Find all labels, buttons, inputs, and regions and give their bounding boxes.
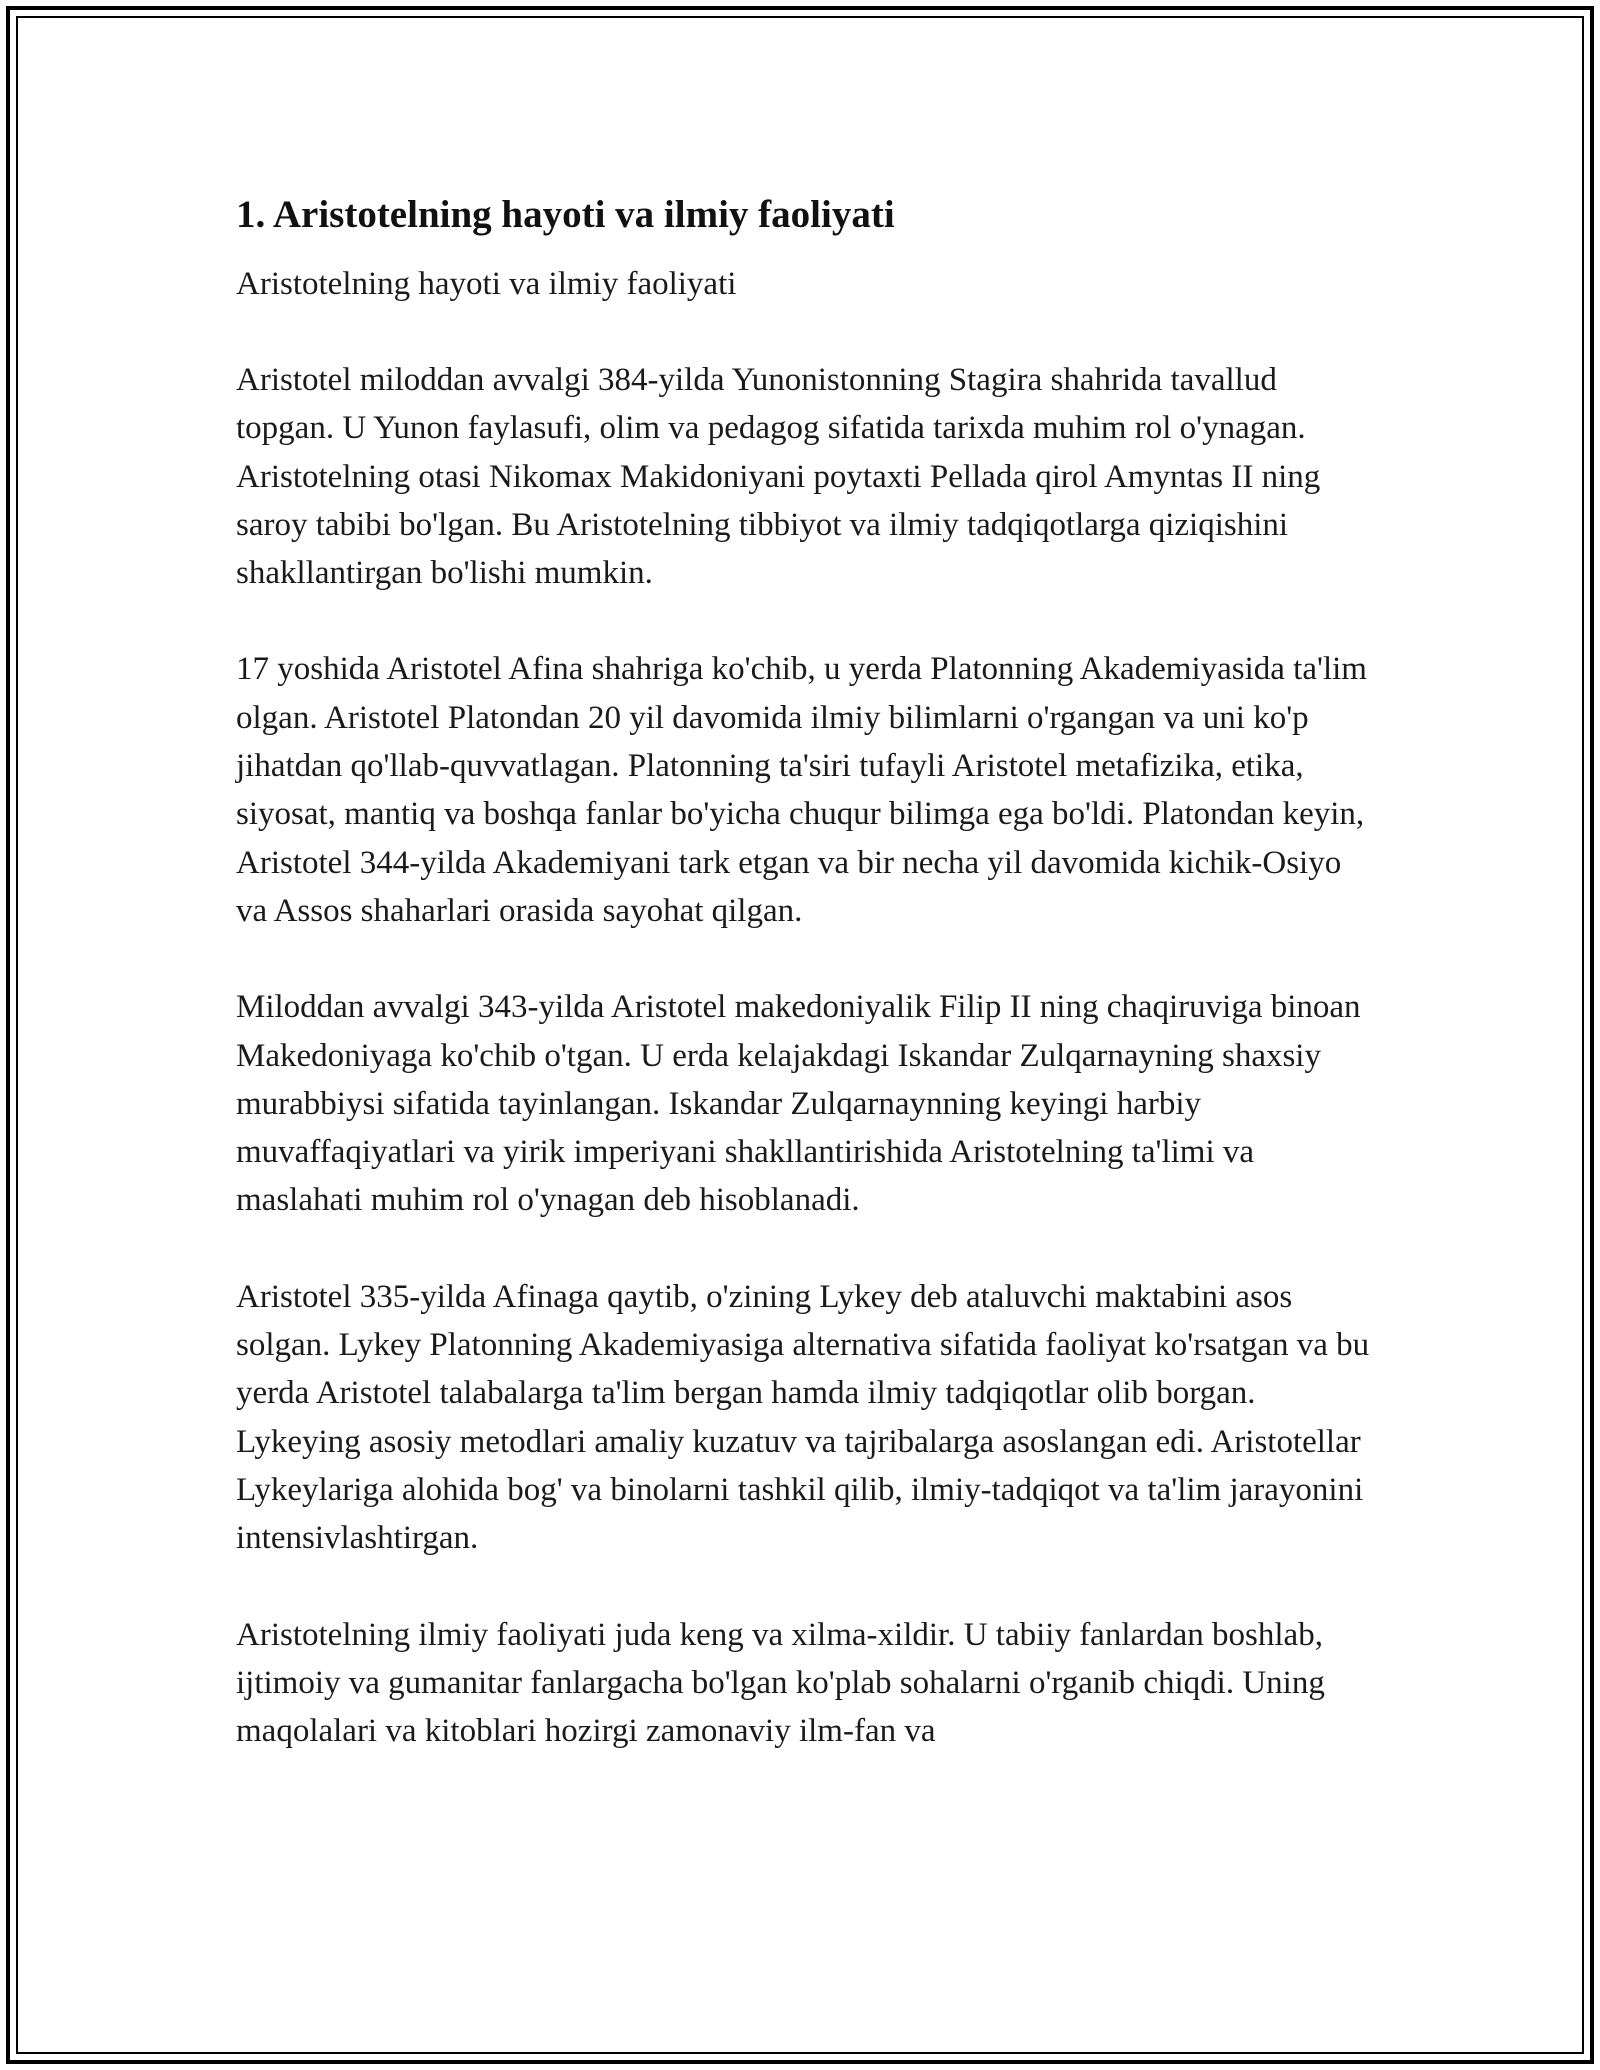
paragraph-scientific-activity: Aristotelning ilmiy faoliyati juda keng va xilma-xildir. U tabiiy fanlardan boshlab, ijtimoiy va gumanitar fanlargacha bo'lgan ko'plab sohalarni o'rganib chiqdi. Uning maqolalari va kitoblari hozirgi zamonaviy ilm-fan va — [236, 1616, 1325, 1750]
paragraph-academy: 17 yoshida Aristotel Afina shahriga ko'chib, u yerda Platonning Akademiyasida ta'lim olgan. Aristotel Platondan 20 yil davomida ilmiy bilimlarni o'rgangan va uni ko'p jihatdan qo'llab-quvvatlagan. Platonning ta'siri tufayli Aristotel metafizika, etika, siyosat, mantiq va boshqa fanlar bo'yicha chuqur bilimga ega bo'ldi. Platondan keyin, Aristotel 344-yilda Akademiyani tark etgan va bir necha yil davomida kichik-Osiyo va Assos shaharlari orasida sayohat qilgan. — [236, 651, 1367, 929]
paragraph-lyceum: Aristotel 335-yilda Afinaga qaytib, o'zining Lykey deb ataluvchi maktabini asos solgan. Lykey Platonning Akademiyasiga alternativa sifatida faoliyat ko'rsatgan va bu yerda Aristotel talabalarga ta'lim bergan hamda ilmiy tadqiqotlar olib borgan. Lykeying asosiy metodlari amaliy kuzatuv va tajribalarga asoslangan edi. Aristotellar Lykeylariga alohida bog' va binolarni tashkil qilib, ilmiy-tadqiqot va ta'lim jarayonini intensivlashtirgan. — [236, 1278, 1370, 1557]
paragraph-macedonia: Miloddan avvalgi 343-yilda Aristotel makedoniyalik Filip II ning chaqiruviga binoan Makedoniyaga ko'chib o'tgan. U erda kelajakdagi Iskandar Zulqarnayning shaxsiy murabbiysi sifatida tayinlangan. Iskandar Zulqarnaynning keyingi harbiy muvaffaqiyatlari va yirik imperiyani shakllantirishida Aristotelning ta'limi va maslahati muhim rol o'ynagan deb hisoblanadi. — [236, 989, 1361, 1219]
document-body — [236, 186, 1376, 1755]
section-heading: 1. Aristotelning hayoti va ilmiy faoliyati — [236, 193, 895, 236]
section-subtitle: Aristotelning hayoti va ilmiy faoliyati — [236, 266, 737, 302]
paragraph-birth: Aristotel miloddan avvalgi 384-yilda Yunonistonning Stagira shahrida tavallud topgan. U Yunon faylasufi, olim va pedagog sifatida tarixda muhim rol o'ynagan. Aristotelning otasi Nikomax Makidoniyani poytaxti Pellada qirol Amyntas II ning saroy tabibi bo'lgan. Bu Aristotelning tibbiyot va ilmiy tadqiqotlarga qiziqishini shakllantirgan bo'lishi mumkin. — [236, 362, 1321, 592]
